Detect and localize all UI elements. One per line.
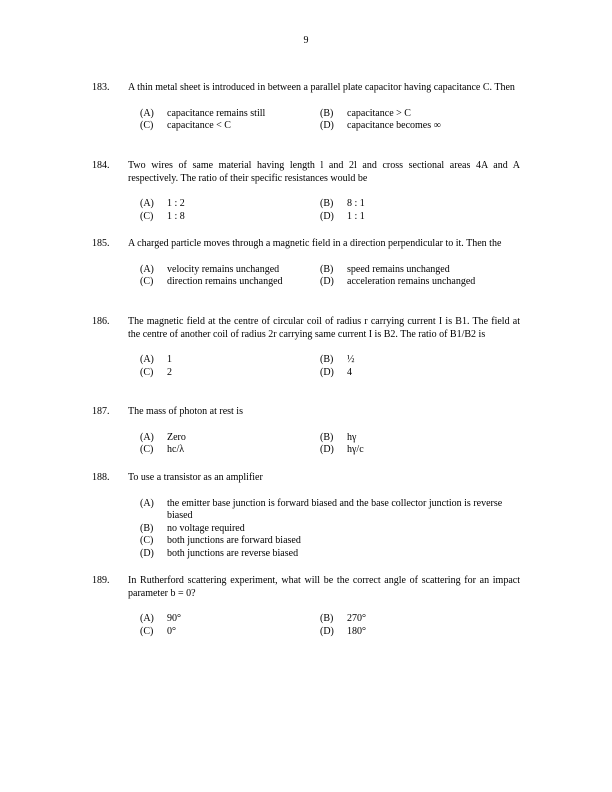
option-text: 180° bbox=[347, 625, 366, 637]
question-number: 183. bbox=[92, 82, 110, 93]
option-letter: (B) bbox=[320, 613, 334, 624]
option-c bbox=[140, 120, 320, 133]
option-d bbox=[320, 444, 520, 457]
question-185 bbox=[92, 238, 520, 289]
option-a bbox=[140, 108, 320, 121]
option-letter: (D) bbox=[320, 120, 334, 131]
option-text: acceleration remains unchanged bbox=[347, 276, 476, 287]
page-number: 9 bbox=[303, 35, 309, 46]
option-text: 4 bbox=[347, 366, 352, 378]
option-c bbox=[140, 626, 320, 639]
option-letter: (D) bbox=[320, 625, 334, 637]
question-number: 188. bbox=[92, 472, 110, 483]
option-c bbox=[140, 367, 320, 380]
option-text: no voltage required bbox=[167, 522, 245, 534]
option-letter: (D) bbox=[320, 276, 334, 287]
option-a bbox=[140, 613, 320, 626]
option-b bbox=[320, 198, 520, 211]
option-d bbox=[140, 548, 520, 561]
question-number: 185. bbox=[92, 238, 110, 249]
option-b bbox=[320, 613, 520, 626]
option-text: 1 : 2 bbox=[167, 198, 185, 209]
option-text: velocity remains unchanged bbox=[167, 263, 280, 275]
option-c bbox=[140, 444, 320, 457]
option-letter: (C) bbox=[140, 120, 154, 131]
question-number: 187. bbox=[92, 406, 110, 417]
option-text: 270° bbox=[347, 613, 366, 624]
question-text: A thin metal sheet is introduced in between a parallel plate capacitor having capacitance C. Then bbox=[128, 82, 515, 93]
question-text: The mass of photon at rest is bbox=[128, 406, 243, 417]
option-text: both junctions are reverse biased bbox=[167, 547, 299, 559]
option-text: 0° bbox=[167, 625, 176, 637]
option-d bbox=[320, 367, 520, 380]
option-text: 1 : 1 bbox=[347, 210, 365, 222]
option-letter: (B) bbox=[320, 263, 334, 275]
options bbox=[140, 432, 520, 457]
question-text: To use a transistor as an amplifier bbox=[128, 472, 263, 483]
option-text: hγ/c bbox=[347, 444, 364, 455]
option-text: hγ bbox=[347, 431, 357, 443]
option-d bbox=[320, 211, 520, 224]
option-b bbox=[320, 108, 520, 121]
question-number: 184. bbox=[92, 160, 110, 171]
option-a bbox=[140, 354, 320, 367]
option-text: Zero bbox=[167, 431, 186, 443]
option-text: direction remains unchanged bbox=[167, 276, 283, 287]
option-c bbox=[140, 211, 320, 224]
option-text: both junctions are forward biased bbox=[167, 535, 301, 546]
option-text: capacitance < C bbox=[167, 120, 231, 131]
question-text: In Rutherford scattering experiment, what will be the correct angle of scattering for an impact parameter b = 0? bbox=[128, 575, 520, 599]
option-text: speed remains unchanged bbox=[347, 263, 450, 275]
option-text: the emitter base junction is forward biased and the base collector junction is reverse biased bbox=[167, 497, 503, 521]
option-letter: (A) bbox=[140, 497, 154, 509]
option-letter: (C) bbox=[140, 366, 154, 378]
option-text: 1 bbox=[167, 354, 172, 365]
option-text: capacitance > C bbox=[347, 107, 411, 119]
question-184 bbox=[92, 160, 520, 223]
option-text: capacitance becomes ∞ bbox=[347, 120, 441, 131]
option-text: 90° bbox=[167, 613, 181, 624]
question-186 bbox=[92, 316, 520, 379]
option-text: 1 : 8 bbox=[167, 210, 185, 222]
option-text: hc/λ bbox=[167, 444, 185, 455]
option-letter: (B) bbox=[320, 354, 334, 365]
options bbox=[140, 198, 520, 223]
option-c bbox=[140, 535, 520, 548]
option-letter: (C) bbox=[140, 625, 154, 637]
option-letter: (C) bbox=[140, 444, 154, 455]
question-183 bbox=[92, 82, 520, 133]
option-b bbox=[140, 523, 520, 536]
option-a bbox=[140, 498, 520, 523]
options bbox=[140, 613, 520, 638]
option-a bbox=[140, 198, 320, 211]
option-letter: (C) bbox=[140, 276, 154, 287]
option-letter: (A) bbox=[140, 354, 154, 365]
option-letter: (A) bbox=[140, 613, 154, 624]
question-188 bbox=[92, 472, 520, 560]
option-letter: (A) bbox=[140, 107, 154, 119]
option-a bbox=[140, 264, 320, 277]
option-a bbox=[140, 432, 320, 445]
question-text: The magnetic field at the centre of circular coil of radius r carrying current I is B1. The field at the centre of another coil of radius 2r carrying same current I is B2. The ratio of B1/B2 is bbox=[128, 316, 520, 340]
question-187 bbox=[92, 406, 520, 457]
option-letter: (D) bbox=[320, 444, 334, 455]
option-text: 8 : 1 bbox=[347, 198, 365, 209]
option-letter: (B) bbox=[320, 107, 334, 119]
option-d bbox=[320, 120, 520, 133]
option-letter: (B) bbox=[140, 522, 154, 534]
option-text: capacitance remains still bbox=[167, 107, 266, 119]
option-text: 2 bbox=[167, 366, 172, 378]
option-letter: (A) bbox=[140, 263, 154, 275]
question-189 bbox=[92, 575, 520, 638]
option-letter: (B) bbox=[320, 198, 334, 209]
option-b bbox=[320, 432, 520, 445]
question-number: 189. bbox=[92, 575, 110, 586]
option-letter: (B) bbox=[320, 431, 334, 443]
option-letter: (C) bbox=[140, 535, 154, 546]
options bbox=[140, 264, 520, 289]
question-text: Two wires of same material having length l and 2l and cross sectional areas 4A and A respectively. The ratio of their specific resistances would be bbox=[128, 160, 520, 184]
option-c bbox=[140, 276, 320, 289]
option-d bbox=[320, 626, 520, 639]
options bbox=[140, 108, 520, 133]
options bbox=[140, 354, 520, 379]
question-number: 186. bbox=[92, 316, 110, 327]
question-text: A charged particle moves through a magnetic field in a direction perpendicular to it. Then the bbox=[128, 238, 502, 249]
option-d bbox=[320, 276, 520, 289]
option-text: ½ bbox=[347, 354, 355, 365]
option-letter: (D) bbox=[320, 210, 334, 222]
option-b bbox=[320, 354, 520, 367]
option-letter: (D) bbox=[140, 547, 154, 559]
options bbox=[140, 498, 520, 561]
option-letter: (D) bbox=[320, 366, 334, 378]
option-letter: (A) bbox=[140, 198, 154, 209]
option-letter: (C) bbox=[140, 210, 154, 222]
option-b bbox=[320, 264, 520, 277]
option-letter: (A) bbox=[140, 431, 154, 443]
